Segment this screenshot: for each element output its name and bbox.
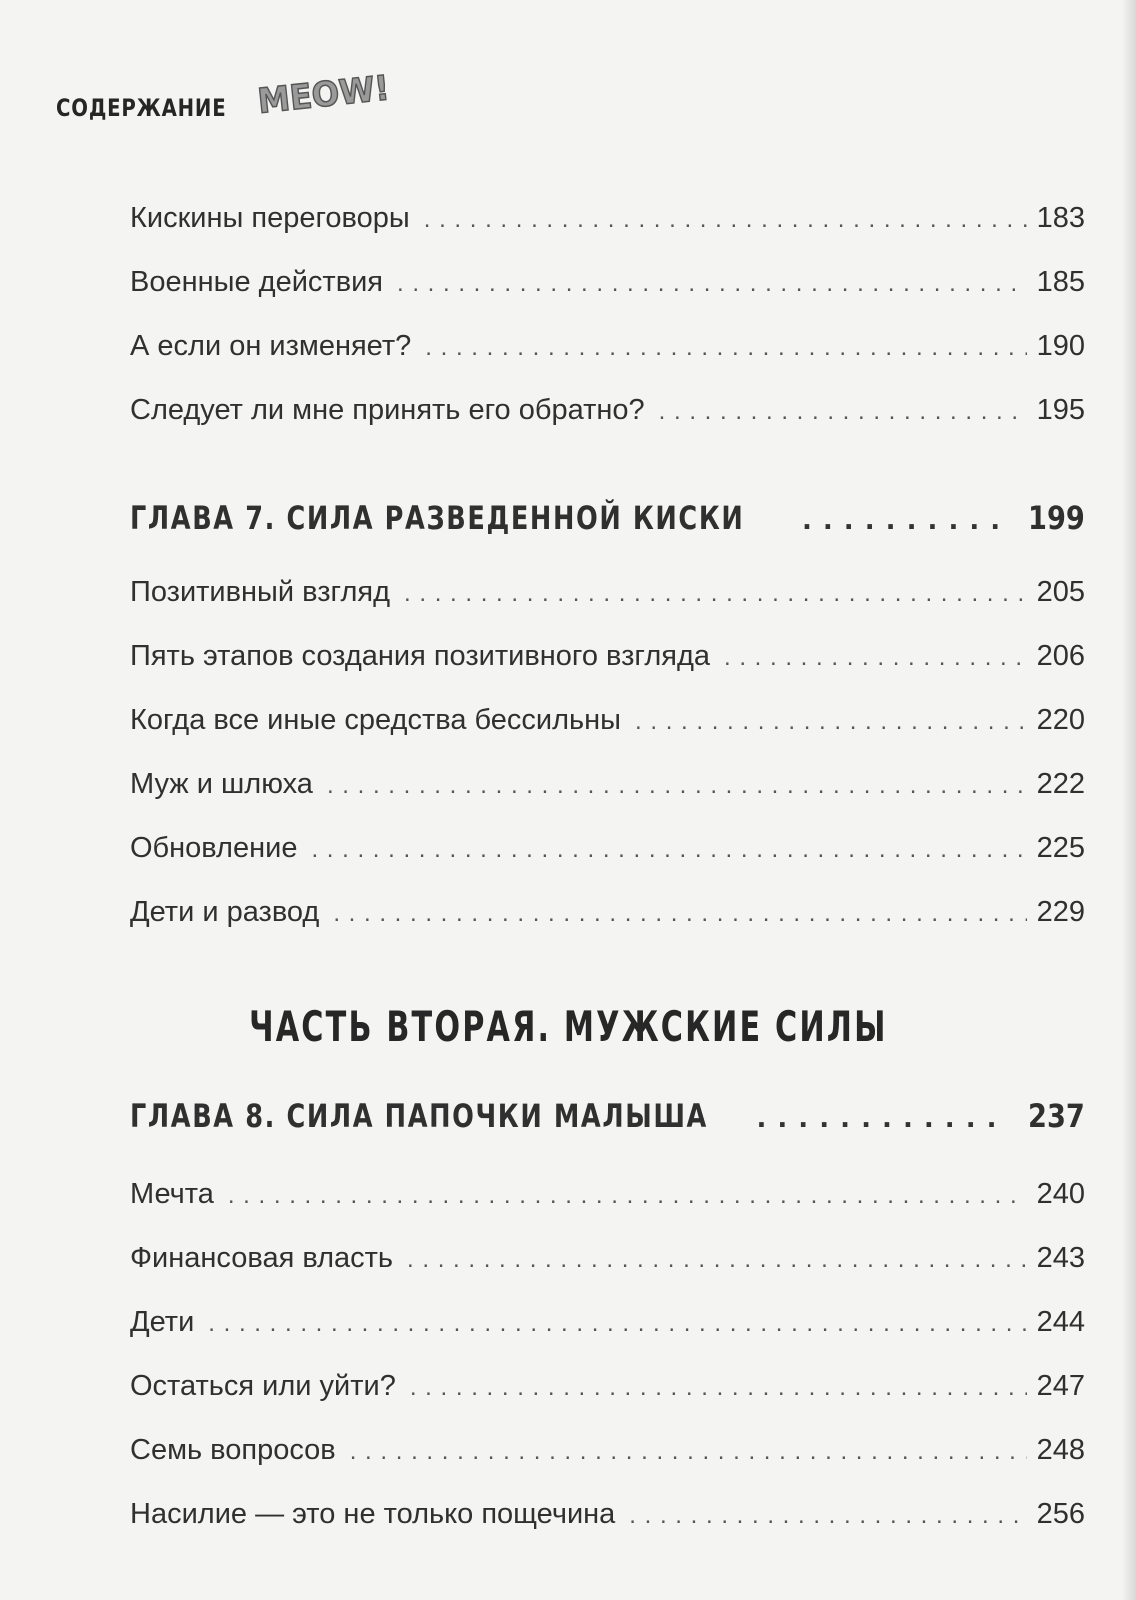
toc-entry-page: 183 (1036, 202, 1085, 234)
toc-entry[interactable] (130, 1432, 1085, 1470)
toc-entry-label: Мечта (130, 1178, 214, 1210)
toc-entry[interactable] (130, 1496, 1085, 1534)
toc-leader-dots (802, 503, 1008, 539)
toc-chapter-7[interactable] (130, 500, 1085, 539)
toc-entry-label: Финансовая власть (130, 1242, 394, 1274)
toc-entry-label: Военные действия (130, 266, 383, 298)
toc-entry-page: 240 (1036, 1178, 1085, 1210)
toc-leader-dots (635, 704, 1027, 740)
toc-entry[interactable] (130, 638, 1085, 676)
toc-leader-dots (407, 1242, 1027, 1278)
part-title (0, 1002, 1136, 1051)
toc-entry-page: 206 (1036, 640, 1085, 672)
toc-entry-label: Дети и развод (130, 896, 320, 928)
toc-entry-page: 229 (1036, 896, 1085, 928)
toc-entry-page: 220 (1036, 704, 1085, 736)
toc-leader-dots (629, 1498, 1026, 1534)
meow-logo: MEOW! (255, 68, 392, 122)
toc-entry-page: 248 (1036, 1434, 1085, 1466)
toc-entry[interactable] (130, 574, 1085, 612)
toc-chapter-8[interactable] (130, 1098, 1085, 1137)
toc-entry-page: 185 (1036, 266, 1085, 298)
toc-entry-page: 244 (1036, 1306, 1085, 1338)
toc-entry[interactable] (130, 766, 1085, 804)
toc-chapter-page: 199 (1028, 499, 1085, 537)
toc-entry[interactable] (130, 702, 1085, 740)
toc-entry[interactable] (130, 392, 1085, 430)
toc-entry[interactable] (130, 328, 1085, 366)
toc-entry[interactable] (130, 1176, 1085, 1214)
toc-entry[interactable] (130, 1368, 1085, 1406)
toc-entry-label: Дети (130, 1306, 195, 1338)
toc-leader-dots (756, 1101, 1008, 1137)
toc-leader-dots (208, 1306, 1026, 1342)
toc-entry-page: 190 (1036, 330, 1085, 362)
toc-entry-label: Позитивный взгляд (130, 576, 391, 608)
toc-entry-page: 256 (1036, 1498, 1085, 1530)
toc-entry[interactable] (130, 894, 1085, 932)
toc-entry-page: 195 (1036, 394, 1085, 426)
toc-leader-dots (311, 832, 1026, 868)
toc-entry-page: 247 (1036, 1370, 1085, 1402)
toc-entry-page: 205 (1036, 576, 1085, 608)
toc-entry-label: Обновление (130, 832, 298, 864)
toc-leader-dots (327, 768, 1027, 804)
page-header (56, 88, 264, 128)
toc-leader-dots (659, 394, 1027, 430)
toc-chapter-label: ГЛАВА 8. СИЛА ПАПОЧКИ МАЛЫША (130, 1097, 708, 1135)
toc-leader-dots (333, 896, 1026, 932)
part-title-text: ЧАСТЬ ВТОРАЯ. МУЖСКИЕ СИЛЫ (248, 1002, 888, 1051)
toc-chapter-page: 237 (1028, 1097, 1085, 1135)
toc-entry[interactable] (130, 830, 1085, 868)
toc-entry[interactable] (130, 200, 1085, 238)
toc-entry-page: 225 (1036, 832, 1085, 864)
toc-entry-page: 243 (1036, 1242, 1085, 1274)
toc-leader-dots (724, 640, 1027, 676)
toc-entry-label: Муж и шлюха (130, 768, 313, 800)
toc-entry-label: Следует ли мне принять его обратно? (130, 394, 645, 426)
toc-leader-dots (228, 1178, 1027, 1214)
toc-entry-label: Насилие — это не только пощечина (130, 1498, 616, 1530)
toc-leader-dots (410, 1370, 1027, 1406)
toc-entry-label: Кискины переговоры (130, 202, 410, 234)
toc-leader-dots (424, 202, 1027, 238)
toc-entry-label: Остаться или уйти? (130, 1370, 396, 1402)
toc-entry-label: Пять этапов создания позитивного взгляда (130, 640, 710, 672)
toc-entry-label: Когда все иные средства бессильны (130, 704, 622, 736)
toc-entry[interactable] (130, 264, 1085, 302)
toc-chapter-label: ГЛАВА 7. СИЛА РАЗВЕДЕННОЙ КИСКИ (130, 499, 745, 537)
toc-entry[interactable] (130, 1304, 1085, 1342)
toc-leader-dots (404, 576, 1027, 612)
toc-entry[interactable] (130, 1240, 1085, 1278)
toc-entry-page: 222 (1036, 768, 1085, 800)
toc-leader-dots (425, 330, 1026, 366)
toc-leader-dots (397, 266, 1027, 302)
page-title: СОДЕРЖАНИЕ (56, 94, 227, 122)
toc-entry-label: А если он изменяет? (130, 330, 412, 362)
toc-leader-dots (350, 1434, 1027, 1470)
page-edge-shadow (1122, 0, 1136, 1600)
toc-entry-label: Семь вопросов (130, 1434, 336, 1466)
